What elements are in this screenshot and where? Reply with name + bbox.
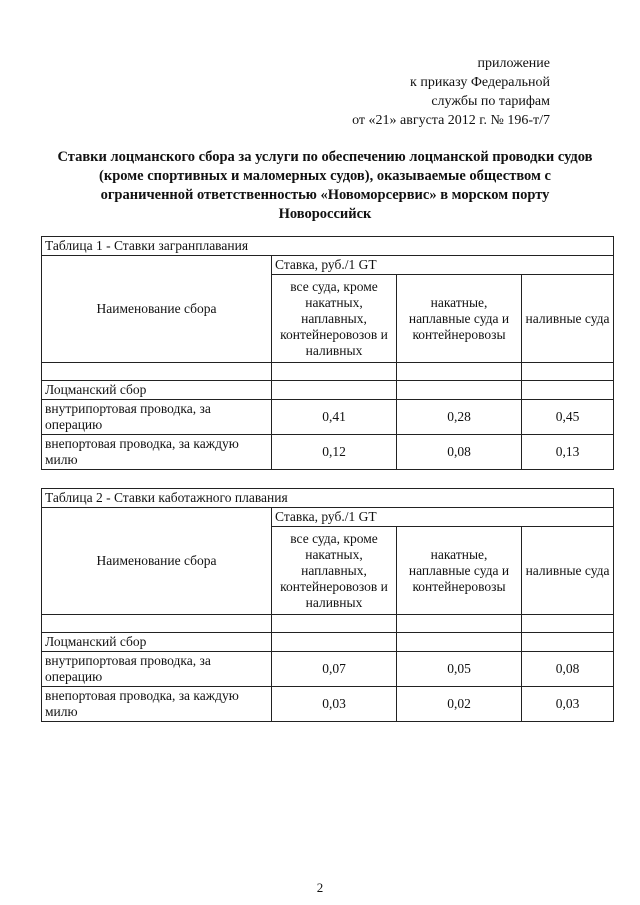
column-header-tankers: наливные суда [522,275,614,363]
title-line: Новороссийск [278,206,372,222]
empty-cell [42,363,272,381]
table-caption: Таблица 2 - Ставки каботажного плавания [42,489,614,508]
rate-value: 0,12 [272,435,397,470]
empty-cell [272,363,397,381]
title-line: (кроме спортивных и маломерных судов), оказываемые обществом с [99,168,551,184]
column-header-general-vessels: все суда, кроме накатных, наплавных, контейнеровозов и наливных [272,527,397,615]
title-line: ограниченной ответственностью «Новоморсервис» в морском порту [100,187,550,203]
row-label: внутрипортовая проводка, за операцию [42,400,272,435]
name-column-header: Наименование сбора [42,256,272,363]
empty-cell [272,615,397,633]
rate-value: 0,28 [397,400,522,435]
rate-value: 0,03 [272,687,397,722]
title-line: Ставки лоцманского сбора за услуги по обеспечению лоцманской проводки судов [57,149,593,165]
appendix-line: приложение [477,56,550,71]
column-header-roro-containers: накатные, наплавные суда и контейнеровозы [397,275,522,363]
empty-cell [397,615,522,633]
rate-value: 0,41 [272,400,397,435]
empty-cell [522,363,614,381]
column-header-general-vessels: все суда, кроме накатных, наплавных, контейнеровозов и наливных [272,275,397,363]
table-row [42,687,614,722]
empty-cell [522,381,614,400]
empty-cell [397,363,522,381]
row-label: внепортовая проводка, за каждую милю [42,435,272,470]
column-header-roro-containers: накатные, наплавные суда и контейнеровозы [397,527,522,615]
rates-table-cabotage [41,488,614,722]
appendix-line: от «21» августа 2012 г. № 196-т/7 [352,113,550,128]
table-row [42,435,614,470]
empty-cell [522,633,614,652]
rate-value: 0,07 [272,652,397,687]
rate-value: 0,05 [397,652,522,687]
empty-cell [272,633,397,652]
row-label: внутрипортовая проводка, за операцию [42,652,272,687]
empty-cell [272,381,397,400]
rates-table-foreign [41,236,614,470]
group-label: Лоцманский сбор [42,633,272,652]
group-label: Лоцманский сбор [42,381,272,400]
empty-cell [397,381,522,400]
page-number: 2 [316,880,324,895]
table-caption: Таблица 1 - Ставки загранплавания [42,237,614,256]
appendix-note [250,54,550,130]
document-title [30,148,620,224]
empty-cell [397,633,522,652]
empty-cell [522,615,614,633]
rate-header: Ставка, руб./1 GT [272,508,614,527]
rate-value: 0,03 [522,687,614,722]
row-label: внепортовая проводка, за каждую милю [42,687,272,722]
rate-value: 0,08 [522,652,614,687]
appendix-line: к приказу Федеральной [410,75,550,90]
rate-value: 0,13 [522,435,614,470]
table-row [42,652,614,687]
rate-value: 0,02 [397,687,522,722]
column-header-tankers: наливные суда [522,527,614,615]
name-column-header: Наименование сбора [42,508,272,615]
table-row [42,400,614,435]
appendix-line: службы по тарифам [431,94,550,109]
rate-header: Ставка, руб./1 GT [272,256,614,275]
rate-value: 0,45 [522,400,614,435]
rate-value: 0,08 [397,435,522,470]
empty-cell [42,615,272,633]
